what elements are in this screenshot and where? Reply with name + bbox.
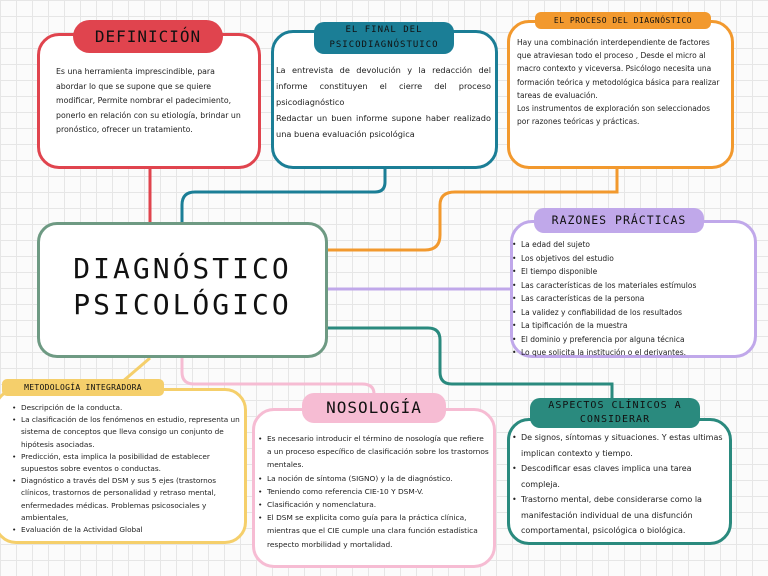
central-title-line2: PSICOLÓGICO [73,288,292,321]
aspectos-title-line2: CONSIDERAR [579,414,651,425]
list-item: • El dominio y preferencia por alguna técnica [512,333,752,347]
final-paragraph-2: Redactar un buen informe supone haber realizado una buena evaluación psicológica [276,113,491,139]
central-title [40,251,325,323]
central-title-line1: DIAGNÓSTICO [73,252,292,285]
final-title [314,22,454,54]
list-item: • El DSM se explicita como guía para la práctica clínica, mientras que el CIE cumple una clara función estadística respecto morbilidad y mortalidad. [258,511,490,551]
definicion-title: DEFINICIÓN [73,20,223,53]
connector-final [182,168,385,222]
list-item: • Descodificar esas claves implica una tarea compleja. [512,461,728,492]
list-item: • Lo que solicita la institución o el derivantes. [512,346,752,360]
razones-title: RAZONES PRÁCTICAS [534,208,704,233]
list-item: • Trastorno mental, debe considerarse como la manifestación individual de una disfunción comportamental, psicológica o biológica. [512,492,728,539]
proceso-paragraph-2: Los instrumentos de exploración son seleccionados por razones teóricas y prácticas. [517,104,711,127]
list-item: • La tipificación de la muestra [512,319,752,333]
list-item: • Las características de la persona [512,292,752,306]
list-item: • Clasificación y nomenclatura. [258,498,490,511]
list-item: • Evaluación de la Actividad Global [12,524,240,536]
proceso-text [517,36,722,128]
list-item: • Es necesario introducir el término de nosología que refiere a un proceso específico de clasificación sobre los trastornos mentales. [258,432,490,472]
central-box [37,222,328,358]
metodologia-title: METODOLOGÍA INTEGRADORA [2,379,164,396]
list-item: • Diagnóstico a través del DSM y sus 5 ejes (trastornos clínicos, trastornos de personalidad y retraso mental, enfermedades médicas. Problemas psicosociales y ambientales, [12,475,240,524]
final-title-line2: PSICODIAGNÓSTUICO [329,40,439,50]
list-item: • La noción de síntoma (SIGNO) y la de diagnóstico. [258,472,490,485]
list-item: • Las características de los materiales estímulos [512,279,752,293]
proceso-paragraph-1: Hay una combinación interdependiente de factores que atraviesan todo el proceso , Desde el micro al macro contexto y viceversa. Psicólogo necesita una formación teórica y metodológica básica para realizar tareas de evaluación. [517,38,720,100]
aspectos-title [530,398,700,428]
final-text [276,62,491,142]
list-item: • El tiempo disponible [512,265,752,279]
nosologia-list [258,432,490,551]
metodologia-list [12,402,240,536]
list-item: • Los objetivos del estudio [512,252,752,266]
list-item: • La validez y confiabilidad de los resultados [512,306,752,320]
aspectos-list [512,430,728,539]
list-item: • Descripción de la conducta. [12,402,240,414]
proceso-title: EL PROCESO DEL DIAGNÓSTICO [535,12,711,29]
list-item: • Predicción, esta implica la posibilidad de establecer supuestos sobre eventos o conductas. [12,451,240,475]
list-item: • Teniendo como referencia CIE-10 Y DSM-V. [258,485,490,498]
final-title-line1: EL FINAL DEL [345,25,423,35]
list-item: • La edad del sujeto [512,238,752,252]
aspectos-title-line1: ASPECTOS CLÍNICOS A [548,400,682,411]
final-paragraph-1: La entrevista de devolución y la redacción del informe constituyen el cierre del proceso psicodiagnóstico [276,65,491,107]
definicion-text: Es una herramienta imprescindible, para abordar lo que se supone que se quiere modificar, Permite nombrar el padecimiento, ponerlo en relación con su etiología, brindar un pronóstico, ofrecer un tratamiento. [56,67,241,134]
list-item: • De signos, síntomas y situaciones. Y estas ultimas implican contexto y tiempo. [512,430,728,461]
nosologia-title: NOSOLOGÍA [302,393,446,423]
razones-list [512,238,752,360]
list-item: • La clasificación de los fenómenos en estudio, representa un sistema de conceptos que lleva consigo un conjunto de hipótesis asociadas. [12,414,240,451]
